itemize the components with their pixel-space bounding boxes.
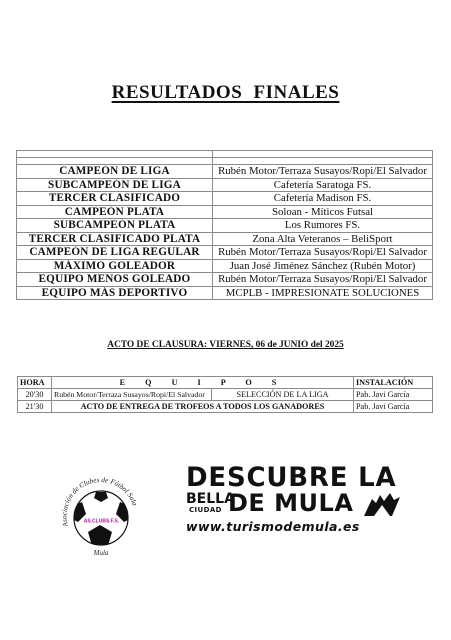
club-logo [50, 462, 150, 558]
schedule-team-home: Rubén Motor/Terraza Susayos/Ropi/El Salvador [52, 389, 212, 401]
table-row [17, 286, 433, 300]
schedule-team-away: SELECCIÓN DE LA LIGA [212, 389, 354, 401]
table-row [18, 389, 433, 401]
result-label: MÁXIMO GOLEADOR [17, 259, 213, 273]
table-row [17, 178, 433, 192]
castle-silhouette-icon [362, 491, 402, 517]
result-label: TERCER CLASIFICADO PLATA [17, 232, 213, 246]
table-row [17, 273, 433, 287]
promo-url: www.turismodemula.es [186, 519, 360, 534]
result-label: EQUIPO MENOS GOLEADO [17, 273, 213, 287]
result-value: MCPLB - IMPRESIONATE SOLUCIONES [213, 286, 433, 300]
schedule-venue: Pab. Javi García [354, 401, 433, 413]
schedule-event: ACTO DE ENTREGA DE TROFEOS A TODOS LOS GANADORES [52, 401, 354, 413]
result-value: Soloan - Míticos Futsal [213, 205, 433, 219]
tourism-promo [186, 464, 426, 536]
result-value: Rubén Motor/Terraza Susayos/Ropi/El Salvador [213, 273, 433, 287]
result-label: CAMPEÓN DE LIGA REGULAR [17, 246, 213, 260]
promo-ciudad: CIUDAD [189, 506, 222, 514]
result-value: Juan José Jiménez Sánchez (Rubén Motor) [213, 259, 433, 273]
result-value: Rubén Motor/Terraza Susayos/Ropi/El Salvador [213, 165, 433, 179]
table-row [17, 205, 433, 219]
result-label: SUBCAMPEÓN DE LIGA [17, 178, 213, 192]
promo-de-mula: DE MULA [228, 489, 354, 517]
result-label: CAMPEÓN PLATA [17, 205, 213, 219]
results-table [16, 150, 433, 300]
promo-bella: BELLA [186, 491, 235, 507]
table-row [17, 232, 433, 246]
schedule-time: 21'30 [18, 401, 52, 413]
result-value: Los Rumores FS. [213, 219, 433, 233]
result-value: Cafetería Madison FS. [213, 192, 433, 206]
page-title: RESULTADOS FINALES [111, 82, 340, 103]
logo-town-text: Mula [93, 549, 109, 557]
promo-headline: DESCUBRE LA [186, 462, 397, 494]
table-row [17, 246, 433, 260]
logo-arc-text: Asociación de Clubes de Fútbol Sala [60, 476, 139, 528]
table-row [17, 259, 433, 273]
table-row [17, 165, 433, 179]
table-row [17, 158, 433, 165]
result-label: CAMPEÓN DE LIGA [17, 165, 213, 179]
table-row [18, 401, 433, 413]
result-value: Zona Alta Veteranos – BeliSport [213, 232, 433, 246]
table-row [17, 151, 433, 158]
closing-ceremony-heading: ACTO DE CLAUSURA: VIERNES, 06 de JUNIO del 2025 [107, 340, 344, 350]
header-hora: HORA [18, 377, 52, 389]
result-value: Cafetería Saratoga FS. [213, 178, 433, 192]
header-instalacion: INSTALACIÓN [354, 377, 433, 389]
result-label: EQUIPO MÁS DEPORTIVO [17, 286, 213, 300]
result-label: TERCER CLASIFICADO [17, 192, 213, 206]
table-row [17, 192, 433, 206]
table-row [17, 219, 433, 233]
header-equipos: E Q U I P O S [52, 377, 354, 389]
schedule-time: 20'30 [18, 389, 52, 401]
schedule-header-row [18, 377, 433, 389]
result-value: Rubén Motor/Terraza Susayos/Ropi/El Salvador [213, 246, 433, 260]
schedule-venue: Pab. Javi García [354, 389, 433, 401]
logo-center-text: AS.CLUBS.F.S. [83, 518, 120, 525]
schedule-table [17, 376, 433, 413]
result-label: SUBCAMPEÓN PLATA [17, 219, 213, 233]
